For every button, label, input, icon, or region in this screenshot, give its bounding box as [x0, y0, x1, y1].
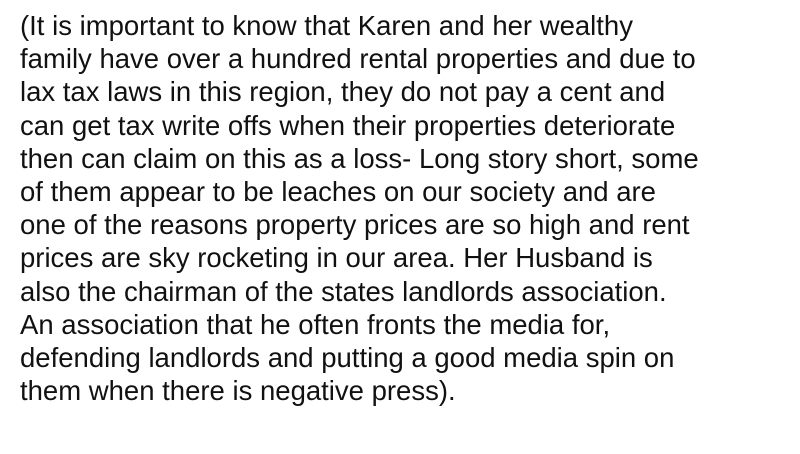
text-line: then can claim on this as a loss- Long story short, some [20, 142, 699, 174]
text-line: can get tax write offs when their properties deteriorate [20, 109, 676, 141]
text-line: (It is important to know that Karen and her wealthy [20, 10, 633, 41]
text-line: An association that he often fronts the media for, [20, 308, 611, 340]
text-line: family have over a hundred rental properties and due to [20, 43, 696, 75]
text-paragraph [20, 9, 795, 407]
text-line: of them appear to be leaches on our society and are [20, 176, 656, 208]
text-line: one of the reasons property prices are so high and rent [20, 209, 690, 241]
text-line: prices are sky rocketing in our area. Her Husband is [20, 242, 653, 274]
text-line: lax tax laws in this region, they do not pay a cent and [20, 76, 666, 108]
text-line: defending landlords and putting a good media spin on [20, 342, 675, 374]
text-line: them when there is negative press). [20, 375, 456, 407]
text-line: also the chairman of the states landlords association. [20, 275, 667, 307]
